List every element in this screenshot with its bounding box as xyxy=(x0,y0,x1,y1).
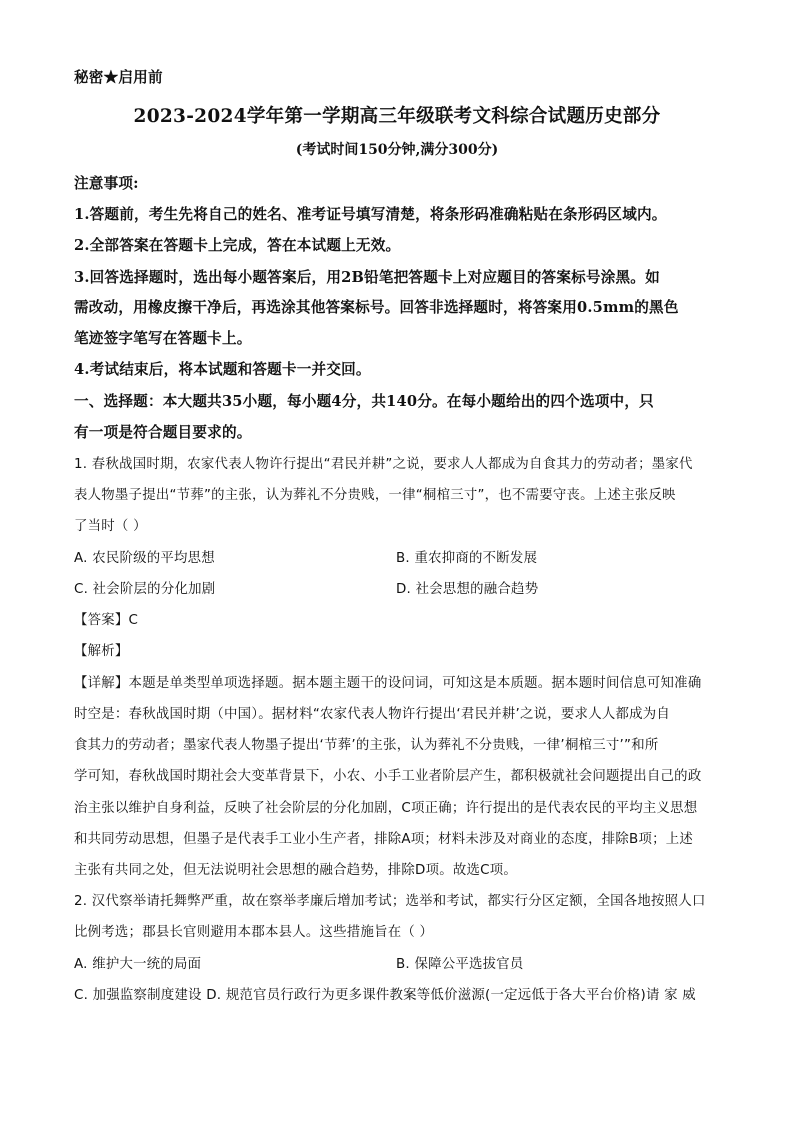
q1-detail-line-3: 食其力的劳动者；墨家代表人物墨子提出‘节葬’的主张，认为葬礼不分贵贱，一律’桐棺三寸’”和所 xyxy=(74,738,659,753)
q1-detail-line-7: 主张有共同之处，但无法说明社会思想的融合趋势，排除D项。故选C项。 xyxy=(74,863,518,878)
notice-item-3-line-2: 需改动，用橡皮擦干净后，再选涂其他答案标号。回答非选择题时，将答案用0.5mm的黑色 xyxy=(74,299,679,316)
q1-detail-line-1: 【详解】本题是单类型单项选择题。据本题主题干的设问词，可知这是本质题。据本题时间信息可知准确 xyxy=(74,676,702,691)
exam-subtitle: (考试时间150分钟,满分300分) xyxy=(295,142,499,158)
q1-option-d: D. 社会思想的融合趋势 xyxy=(396,582,539,597)
notice-item-3-line-1: 3.回答选择题时，选出每小题答案后，用2B铅笔把答题卡上对应题目的答案标号涂黑。如 xyxy=(74,269,660,286)
q1-analysis-label: 【解析】 xyxy=(74,644,129,659)
q1-detail-line-6: 和共同劳动思想，但墨子是代表手工业小生产者，排除A项；材料未涉及对商业的态度，排除B项；上述 xyxy=(74,832,694,847)
notice-item-3-line-3: 笔迹签字笔写在答题卡上。 xyxy=(74,330,252,347)
q2-stem-line-2: 比例考选；郡县长官则避用本郡本县人。这些措施旨在（ ） xyxy=(74,925,434,940)
q1-detail-line-2: 时空是：春秋战国时期（中国）。据材料“农家代表人物许行提出‘君民并耕’之说，要求人人都成为自 xyxy=(74,707,671,722)
q1-options-row-2 xyxy=(74,578,724,598)
page-title: 2023-2024学年第一学期高三年级联考文科综合试题历史部分 xyxy=(133,106,661,127)
confidential-label: 秘密★启用前 xyxy=(74,69,163,86)
q1-detail-line-5: 治主张以维护自身利益，反映了社会阶层的分化加剧，C项正确；许行提出的是代表农民的平均主义思想 xyxy=(74,801,698,816)
q1-options-row-1 xyxy=(74,547,724,567)
notice-item-4: 4.考试结束后，将本试题和答题卡一并交回。 xyxy=(74,361,371,378)
notice-heading: 注意事项: xyxy=(74,175,139,192)
q1-option-a: A. 农民阶级的平均思想 xyxy=(74,551,215,566)
q2-option-b: B. 保障公平选拔官员 xyxy=(396,957,524,972)
q2-stem-line-1: 2. 汉代察举请托舞弊严重，故在察举孝廉后增加考试；选举和考试，都实行分区定额，全国各地按照人口 xyxy=(74,894,706,909)
q1-option-c: C. 社会阶层的分化加剧 xyxy=(74,582,216,597)
q1-stem-line-2: 表人物墨子提出“节葬”的主张，认为葬礼不分贵贱，一律“桐棺三寸”，也不需要守丧。上述主张反映 xyxy=(74,488,676,503)
q1-option-b: B. 重农抑商的不断发展 xyxy=(396,551,538,566)
q2-option-a: A. 维护大一统的局面 xyxy=(74,957,202,972)
section-heading-line-2: 有一项是符合题目要求的。 xyxy=(74,424,252,441)
q1-answer: 【答案】C xyxy=(74,613,139,628)
notice-item-1: 1.答题前，考生先将自己的姓名、准考证号填写清楚，将条形码准确粘贴在条形码区域内。 xyxy=(74,206,667,223)
section-heading-line-1: 一、选择题：本大题共35小题，每小题4分，共140分。在每小题给出的四个选项中，只 xyxy=(74,393,654,410)
notice-item-2: 2.全部答案在答题卡上完成，答在本试题上无效。 xyxy=(74,237,401,254)
q2-options-row-1 xyxy=(74,953,724,973)
q2-options-row-2: C. 加强监察制度建设 D. 规范官员行政行为更多课件教案等低价滋源(一定远低于各大平台价格)请 家 威 xyxy=(74,988,696,1003)
q1-detail-line-4: 学可知，春秋战国时期社会大变革背景下，小农、小手工业者阶层产生，都积极就社会问题提出自己的政 xyxy=(74,769,702,784)
q1-stem-line-3: 了当时（ ） xyxy=(74,519,147,534)
q1-stem-line-1: 1. 春秋战国时期，农家代表人物许行提出“君民并耕”之说，要求人人都成为自食其力的劳动者；墨家代 xyxy=(74,457,693,472)
